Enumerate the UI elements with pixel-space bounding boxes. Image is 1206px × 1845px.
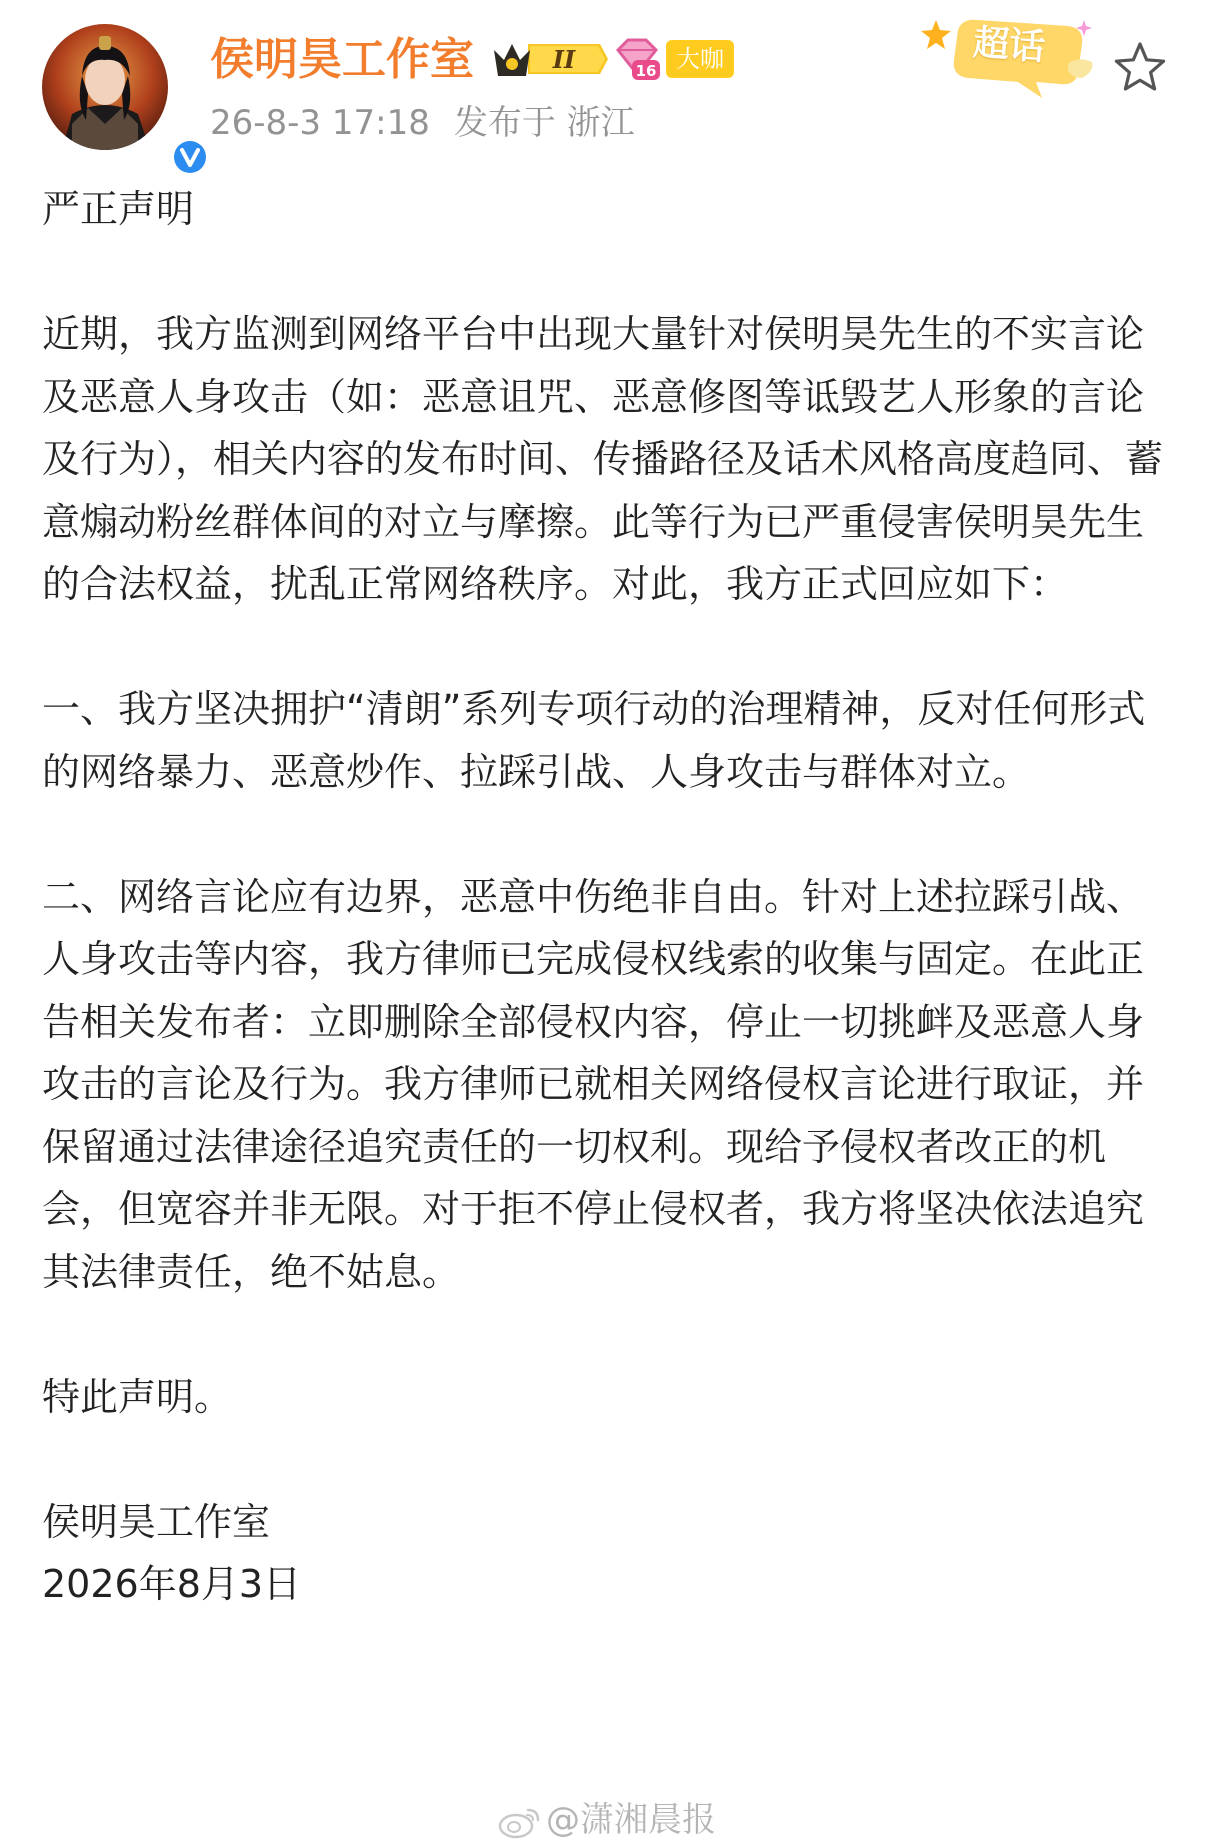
vip-level-label: II (552, 45, 576, 74)
post-header (0, 0, 1206, 170)
statement-intro: 近期，我方监测到网络平台中出现大量针对侯明昊先生的不实言论及恶意人身攻击（如：恶意诅咒、恶意修图等诋毁艺人形象的言论及行为），相关内容的发布时间、传播路径及话术风格高度趋同、蓄意煽动粉丝群体间的对立与摩擦。此等行为已严重侵害侯明昊先生的合法权益，扰乱正常网络秩序。对此，我方正式回应如下： (42, 312, 1164, 606)
statement-date: 2026年8月3日 (42, 1562, 302, 1606)
supertopic-sticker[interactable] (918, 8, 1100, 98)
watermark (498, 1795, 716, 1845)
spacer (42, 241, 1172, 304)
spacer (42, 803, 1172, 866)
post-location: 发布于 浙江 (453, 103, 635, 143)
author-name[interactable]: 侯明昊工作室 (210, 34, 474, 85)
post-timestamp: 26-8-3 17:18 (210, 103, 430, 143)
crown-vip-badge-icon[interactable] (490, 36, 608, 82)
star-icon[interactable] (1112, 40, 1168, 96)
supertopic-label: 超话 (971, 22, 1047, 69)
daka-badge: 大咖 (666, 40, 734, 78)
avatar[interactable] (42, 24, 168, 150)
fan-level-label: 16 (635, 62, 657, 80)
statement-signature: 侯明昊工作室 (42, 1499, 271, 1544)
spacer (42, 1428, 1172, 1491)
statement-point-1: 一、我方坚决拥护“清朗”系列专项行动的治理精神，反对任何形式的网络暴力、恶意炒作、拉踩引战、人身攻击与群体对立。 (42, 687, 1146, 794)
statement-title: 严正声明 (42, 187, 195, 231)
spacer (42, 616, 1172, 679)
verified-v-icon (170, 137, 210, 177)
statement-closing: 特此声明。 (42, 1374, 233, 1419)
weibo-logo-icon (498, 1804, 542, 1840)
post-body (42, 178, 1172, 1616)
diamond-level-badge-icon[interactable] (612, 36, 662, 82)
statement-point-2: 二、网络言论应有边界，恶意中伤绝非自由。针对上述拉踩引战、人身攻击等内容，我方律师已完成侵权线索的收集与固定。在此正告相关发布者：立即删除全部侵权内容，停止一切挑衅及恶意人身攻击的言论及行为。我方律师已就相关网络侵权言论进行取证，并保留通过法律途径追究责任的一切权利。现给予侵权者改正的机会，但宽容并非无限。对于拒不停止侵权者，我方将坚决依法追究其法律责任，绝不姑息。 (42, 874, 1145, 1294)
avatar-photo (42, 24, 168, 150)
post-meta (210, 98, 659, 148)
watermark-text: @潇湘晨报 (546, 1800, 716, 1840)
spacer (42, 1303, 1172, 1366)
